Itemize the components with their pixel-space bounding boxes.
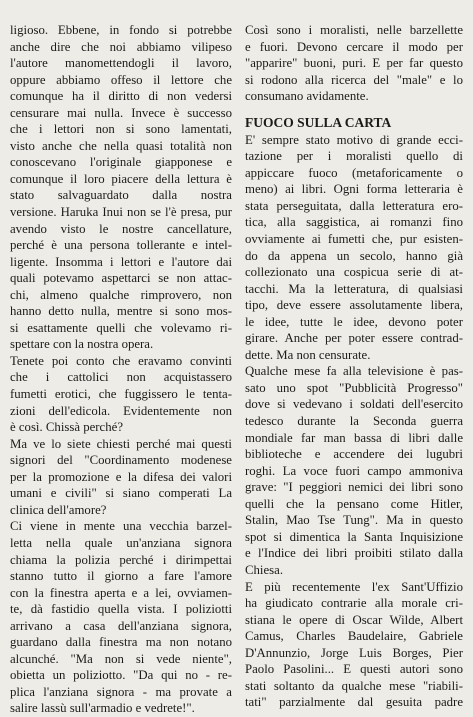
text-line: Ci viene in mente una vecchia barzel- [10, 519, 232, 534]
text-line: versione. Haruka Inui non se l'è presa, pur [10, 205, 232, 220]
text-line: Ma ve lo siete chiesti perché mai questi [10, 436, 232, 451]
text-line: che i lettori non si sono lamentati, [10, 122, 232, 137]
text-line: ovviamente ai fumetti che, pur esisten- [245, 232, 463, 247]
right-column-intro [245, 22, 463, 105]
text-line: salire lassù sull'armadio e vedrete!". [10, 701, 195, 716]
text-line: che i cattolici non acquistassero [10, 370, 232, 385]
text-line: spot si dimentica la Santa Inquisizione [245, 529, 463, 544]
text-line: oppure abbiamo offeso il lettore che [10, 72, 232, 87]
text-line: meno) ai libri. Ogni forma letteraria è [245, 182, 463, 197]
text-line: ligioso. Ebbene, in fondo si potrebbe [10, 23, 232, 37]
text-line: perché è una persona tollerante e intel- [10, 238, 232, 253]
text-line: con la finestra aperta e a lei, ovviamen- [10, 585, 232, 600]
text-line: dette. Ma non censurate. [245, 347, 371, 362]
text-line: guardano dalla finestra ma non notano [10, 635, 232, 650]
text-line: stanno tutto il giorno a fare l'amore [10, 569, 232, 584]
text-line: e fuori. Devono cercare il modo per [245, 39, 463, 54]
text-line: tipo, deve essere assolutamente libera, [245, 298, 463, 313]
text-line: stati soltanto da qualche mese "riabili- [245, 678, 463, 693]
text-line: appiccare fuoco (metaforicamente o [245, 165, 463, 180]
text-line: spettare con la nostra opera. [10, 337, 154, 352]
text-line: stiana le opere di Oscar Wilde, Albert [245, 612, 463, 627]
text-line: censurare mai nulla. Invece è successo [10, 105, 232, 120]
text-line: umani e civili" si siano comperati La [10, 486, 232, 501]
text-line: Chiesa. [245, 562, 284, 577]
text-line: anche dire che noi abbiamo vilipeso [10, 39, 232, 54]
text-line: clinica dell'amore? [10, 502, 107, 517]
text-line: l'autore manomettendogli il lavoro, [10, 56, 232, 71]
text-line: quelli che la pensano come Hitler, [245, 496, 463, 511]
section-heading: FUOCO SULLA CARTA [245, 114, 392, 130]
text-line: comunque il loro piacere della lettura è [10, 171, 232, 186]
text-line: biblioteche e accendere dei lugubri [245, 447, 463, 462]
text-line: tati" parzialmente dal gesuita padre [245, 695, 463, 710]
text-line: alcunché. "Ma non si vede niente", [10, 651, 232, 666]
text-line: mondiale far man bassa di libri dalle [245, 430, 463, 445]
text-line: Camus, Charles Baudelaire, Gabriele [245, 629, 463, 644]
text-line: per la promozione e la difesa dei valori [10, 469, 232, 484]
text-line: letta nella quale un'anziana signora [10, 535, 232, 550]
text-line: consumano avidamente. [245, 89, 369, 104]
text-line: e l'Indice dei libri proibiti stilato dalla [245, 546, 463, 561]
text-line: chiama la polizia perché i dirimpettai [10, 552, 232, 567]
text-line: plica l'anziana signora - ma provate a [10, 684, 232, 699]
text-line: "apparire" buoni, puri. E per far questo [245, 56, 463, 71]
text-line: E' sempre stato motivo di grande ecci- [245, 132, 463, 147]
text-line: è così. Chissà perché? [10, 420, 123, 435]
text-line: le idee, tutte le idee, devono poter [245, 314, 463, 329]
text-line: si rodono alla ricerca del "male" e lo [245, 72, 463, 87]
text-line: chi, almeno qualche rimprovero, non [10, 287, 232, 302]
text-line: ha giudicato contrarie alla morale cri- [245, 596, 463, 611]
text-line: hanno detto nulla, mentre si sono mos- [10, 304, 232, 319]
text-line: E più recentemente l'ex Sant'Uffizio [245, 579, 463, 594]
text-line: Paolo Pasolini... E questi autori sono [245, 662, 463, 677]
text-line: fumetti erotici, che fuggissero le tenta- [10, 387, 232, 402]
text-line: tacchi. Ma la letteratura, di qualsiasi [245, 281, 463, 296]
right-column-body [245, 132, 463, 711]
text-line: D'Annunzio, Jorge Luis Borges, Pier [245, 645, 463, 660]
text-line: Così sono i moralisti, nelle barzellette [245, 23, 463, 37]
text-line: arrivano a casa dell'anziana signora, [10, 618, 232, 633]
text-line: grave: "I peggiori nemici dei libri sono [245, 480, 463, 495]
text-line: tica, alla saggistica, ai romanzi fino [245, 215, 463, 230]
text-line: si esattamente quelli che volevamo ri- [10, 320, 232, 335]
text-line: girare. Anche per poter essere contrad- [245, 331, 463, 346]
text-line: visto anche che nella quasi totalità non [10, 138, 232, 153]
right-column [245, 22, 463, 711]
text-line: conoscevano l'originale giapponese e [10, 155, 232, 170]
text-line: stato salvaguardato dalla nostra [10, 188, 232, 203]
text-line: comunque ha il diritto di non vedersi [10, 89, 232, 104]
text-line: Tenete poi conto che eravamo convinti [10, 353, 232, 368]
text-line: stata perseguitata, dalla letteratura ero- [245, 198, 463, 213]
text-line: sato uno spot "Pubblicità Progresso" [245, 380, 463, 395]
text-line: dove si vedevano i soldati dell'esercito [245, 397, 463, 412]
text-line: Stalin, Mao Tse Tung". Ma in questo [245, 513, 463, 528]
text-line: avendo visto le nostre cancellature, [10, 221, 232, 236]
text-line: Qualche mese fa alla televisione è pas- [245, 364, 463, 379]
text-line: signori del "Coordinamento modenese [10, 453, 232, 468]
text-line: zioni dell'edicola. Evidentemente non [10, 403, 232, 418]
text-line: quali potevamo aspettarci se non attac- [10, 271, 232, 286]
text-line: roghi. La voce fuori campo ammoniva [245, 463, 463, 478]
text-line: ligente. Insomma i lettori e l'autore dai [10, 254, 232, 269]
text-line: tazione per i moralisti quello di [245, 149, 463, 164]
text-line: tedesco durante la Seconda guerra [245, 414, 463, 429]
left-column [10, 22, 232, 717]
text-line: obietta un poliziotto. "Da qui no - re- [10, 668, 232, 683]
text-line: collezionato una cospicua serie di at- [245, 265, 463, 280]
text-line: te, dà fastidio quella vista. I poliziotti [10, 602, 232, 617]
text-line: do da appena un secolo, hanno già [245, 248, 463, 263]
